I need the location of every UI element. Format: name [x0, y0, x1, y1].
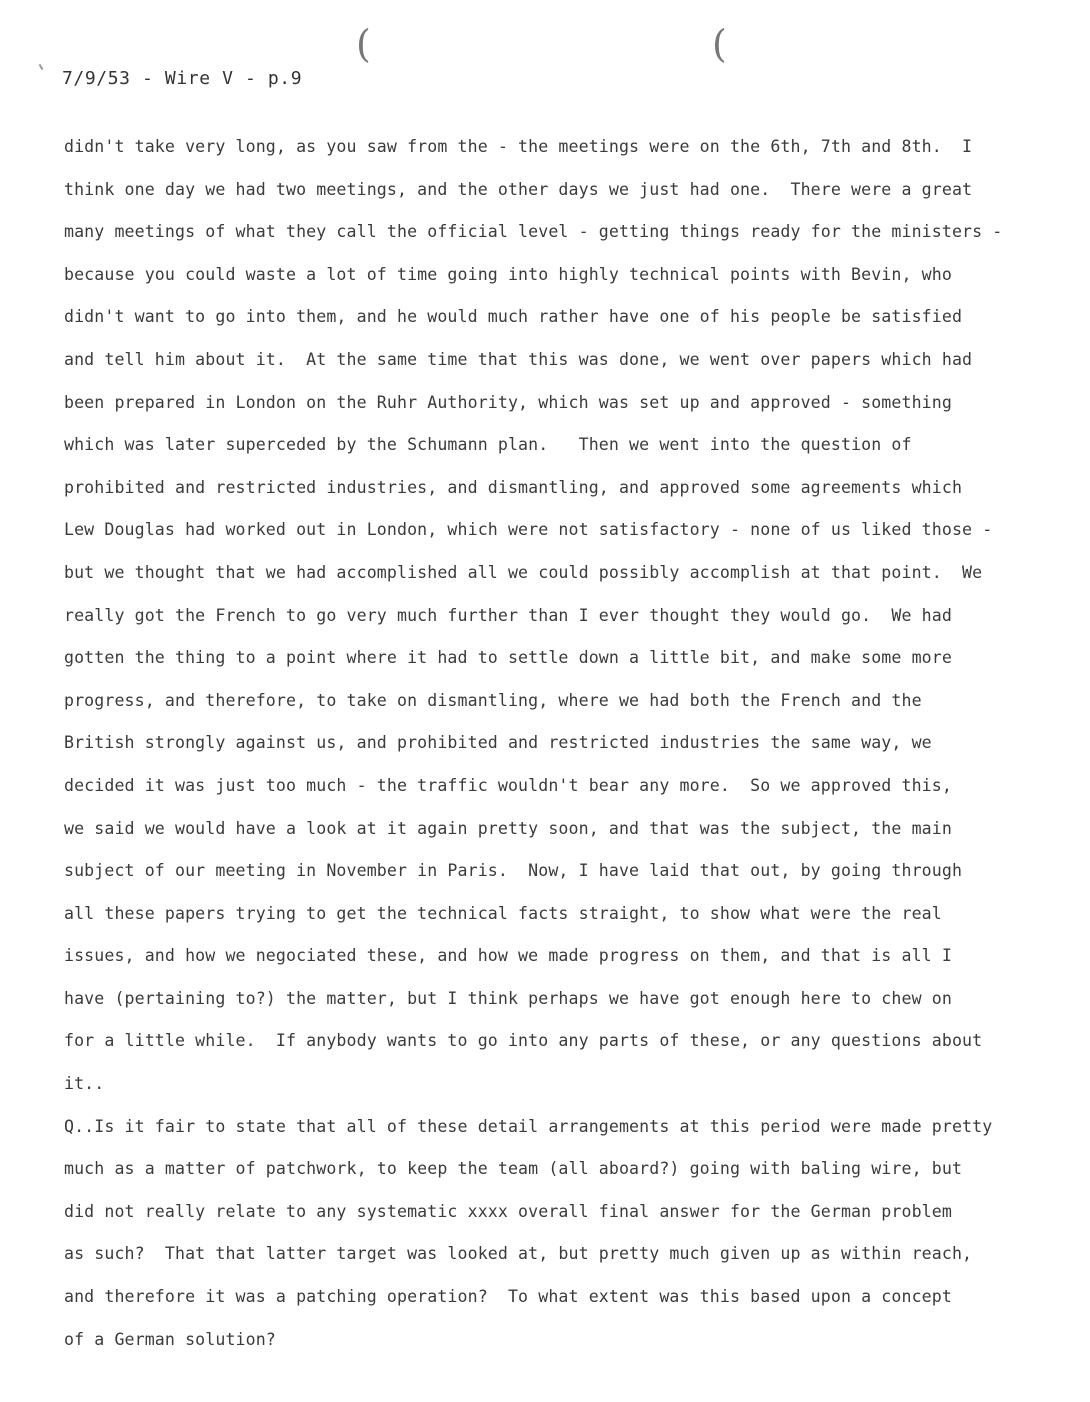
text-line: and tell him about it. At the same time that this was done, we went over papers which had [64, 349, 973, 369]
text-line: been prepared in London on the Ruhr Authority, which was set up and approved - something [64, 392, 952, 412]
left-parenthesis-mark: ( [356, 22, 371, 66]
text-line: didn't take very long, as you saw from the - the meetings were on the 6th, 7th and 8th. I [64, 137, 973, 156]
text-line: and therefore it was a patching operation? To what extent was this based upon a concept [64, 1287, 952, 1307]
text-line: have (pertaining to?) the matter, but I think perhaps we have got enough here to chew on [64, 988, 952, 1008]
transcript-body [64, 126, 1054, 1361]
text-line: prohibited and restricted industries, and dismantling, and approved some agreements which [64, 477, 963, 497]
text-line: of a German solution? [64, 1329, 276, 1349]
text-line: which was later superceded by the Schumann plan. Then we went into the question of [64, 435, 912, 455]
text-line: gotten the thing to a point where it had to settle down a little bit, and make some more [64, 648, 952, 668]
text-line: as such? That that latter target was looked at, but pretty much given up as within reach, [64, 1244, 973, 1264]
text-line: for a little while. If anybody wants to go into any parts of these, or any questions about [64, 1031, 983, 1051]
text-line: progress, and therefore, to take on dismantling, where we had both the French and the [64, 690, 922, 710]
text-line: think one day we had two meetings, and the other days we just had one. There were a great [64, 179, 973, 199]
text-line: did not really relate to any systematic xxxx overall final answer for the German problem [64, 1201, 952, 1221]
text-line: many meetings of what they call the official level - getting things ready for the ministers - [64, 222, 1003, 242]
text-line: it.. [64, 1074, 105, 1094]
text-line: but we thought that we had accomplished all we could possibly accomplish at that point. We [64, 562, 983, 582]
text-line: because you could waste a lot of time going into highly technical points with Bevin, who [64, 264, 952, 284]
text-line: really got the French to go very much further than I ever thought they would go. We had [64, 605, 952, 625]
text-line: subject of our meeting in November in Paris. Now, I have laid that out, by going through [64, 861, 963, 881]
text-line: decided it was just too much - the traffic wouldn't bear any more. So we approved this, [64, 775, 952, 795]
text-line: didn't want to go into them, and he would much rather have one of his people be satisfied [64, 307, 963, 327]
text-line: much as a matter of patchwork, to keep the team (all aboard?) going with baling wire, but [64, 1159, 963, 1179]
text-line: British strongly against us, and prohibited and restricted industries the same way, we [64, 733, 932, 753]
text-line: Lew Douglas had worked out in London, which were not satisfactory - none of us liked those - [64, 520, 993, 540]
margin-tick-mark [39, 64, 44, 70]
text-line: all these papers trying to get the technical facts straight, to show what were the real [64, 903, 942, 923]
right-parenthesis-mark: ( [712, 22, 727, 66]
text-line: issues, and how we negociated these, and how we made progress on them, and that is all I [64, 946, 952, 966]
text-line: Q..Is it fair to state that all of these detail arrangements at this period were made pretty [64, 1116, 993, 1136]
text-line: we said we would have a look at it again pretty soon, and that was the subject, the main [64, 818, 952, 838]
page-header: 7/9/53 - Wire V - p.9 [62, 68, 303, 89]
